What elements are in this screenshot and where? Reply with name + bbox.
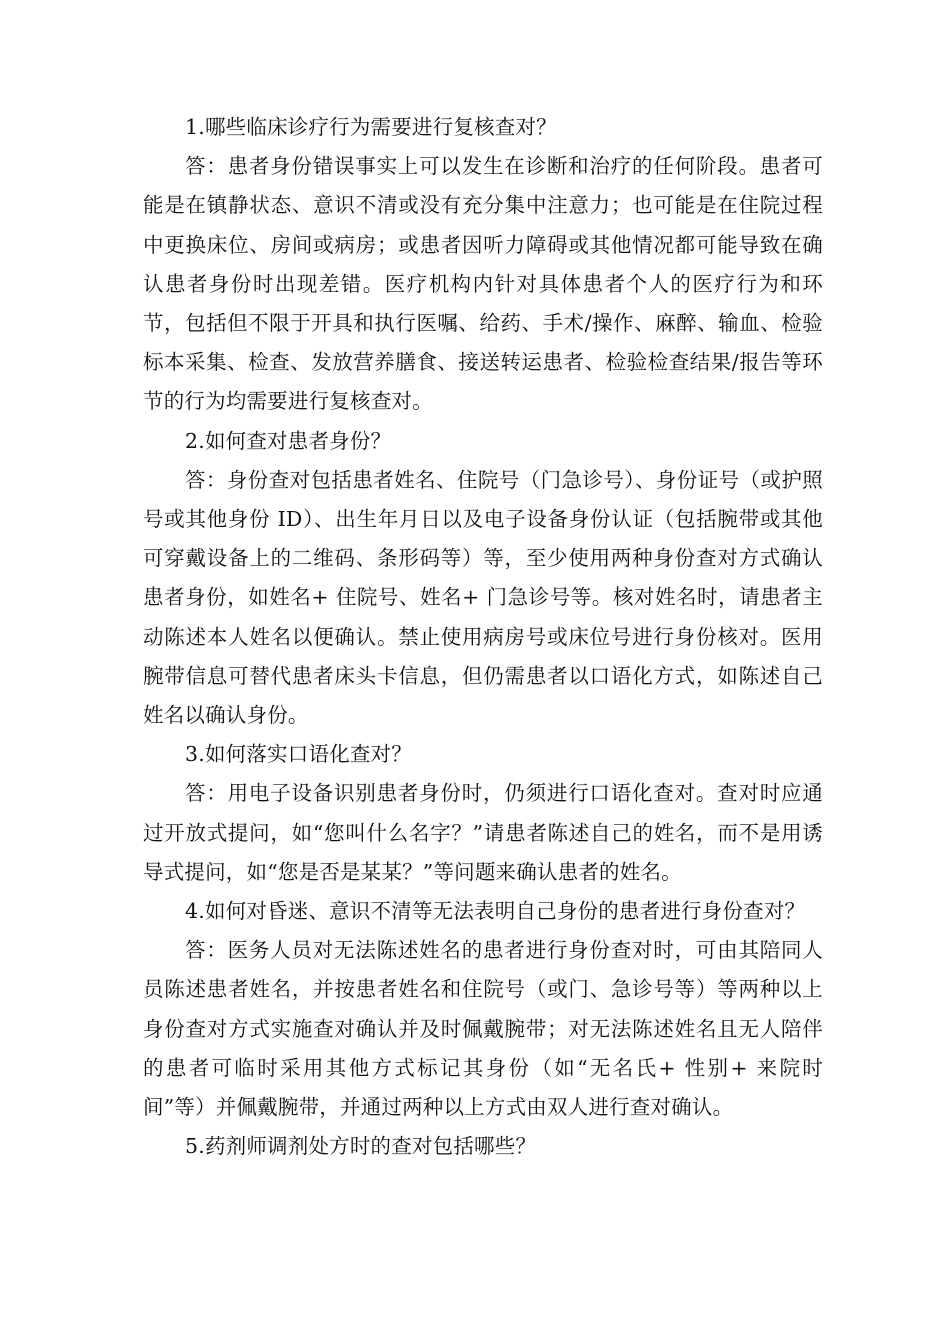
answer-3: 答：用电子设备识别患者身份时，仍须进行口语化查对。查对时应通过开放式提问，如“您叫什么名字？”请患者陈述自己的姓名，而不是用诱导式提问，如“您是否是某某？”等问题来确认患者的姓名。 xyxy=(143,781,823,884)
document-body xyxy=(143,108,823,1166)
question-1: 1.哪些临床诊疗行为需要进行复核查对？ xyxy=(185,115,557,139)
question-4: 4.如何对昏迷、意识不清等无法表明自己身份的患者进行身份查对？ xyxy=(185,899,806,924)
question-2: 2.如何查对患者身份？ xyxy=(185,428,392,453)
answer-1: 答：患者身份错误事实上可以发生在诊断和治疗的任何阶段。患者可能是在镇静状态、意识不清或没有充分集中注意力；也可能是在住院过程中更换床位、房间或病房；或患者因听力障碍或其他情况都可能导致在确认患者身份时出现差错。医疗机构内针对具体患者个人的医疗行为和环节，包括但不限于开具和执行医嘱、给药、手术/操作、麻醉、输血、检验标本采集、检查、发放营养膳食、接送转运患者、检验检查结果/报告等环节的行为均需要进行复核查对。 xyxy=(143,154,823,414)
question-5: 5.药剂师调剂处方时的查对包括哪些？ xyxy=(185,1134,537,1159)
answer-2: 答：身份查对包括患者姓名、住院号（门急诊号）、身份证号（或护照号或其他身份 ID）、出生年月日以及电子设备身份认证（包括腕带或其他可穿戴设备上的二维码、条形码等）等，至少使用两种身份查对方式确认患者身份，如姓名+ 住院号、姓名+ 门急诊号等。核对姓名时，请患者主动陈述本人姓名以便确认。禁止使用病房号或床位号进行身份核对。医用腕带信息可替代患者床头卡信息，但仍需患者以口语化方式，如陈述自己姓名以确认身份。 xyxy=(143,467,823,728)
question-3: 3.如何落实口语化查对？ xyxy=(185,742,412,767)
answer-4: 答：医务人员对无法陈述姓名的患者进行身份查对时，可由其陪同人员陈述患者姓名，并按患者姓名和住院号（或门、急诊号等）等两种以上身份查对方式实施查对确认并及时佩戴腕带；对无法陈述姓名且无人陪伴的患者可临时采用其他方式标记其身份（如“无名氏+ 性别+ 来院时间”等）并佩戴腕带，并通过两种以上方式由双人进行查对确认。 xyxy=(143,938,823,1120)
